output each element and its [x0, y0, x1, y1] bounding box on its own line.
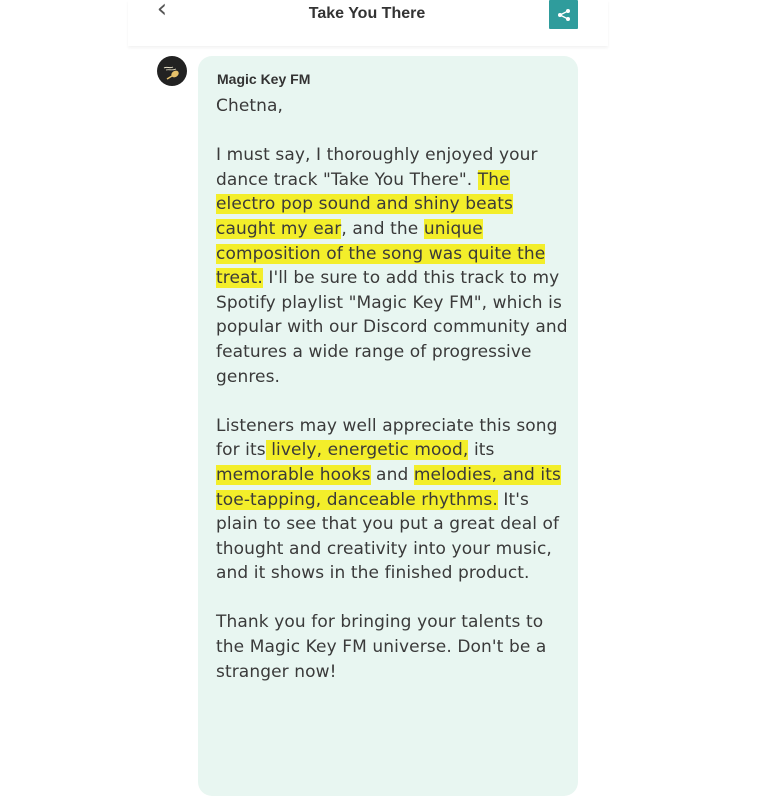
- greeting: Chetna,: [216, 96, 284, 116]
- highlighted-text: The electro pop sound and shiny beats caught my ear: [216, 169, 513, 239]
- avatar[interactable]: [157, 56, 187, 86]
- highlighted-text: melodies, and its toe-tapping, danceable rhythms.: [216, 464, 561, 510]
- text-span: and: [370, 464, 414, 485]
- text-span: I must say, I thoroughly enjoyed your dance track "Take You There".: [216, 145, 538, 190]
- sender-name: Magic Key FM: [217, 71, 311, 87]
- share-icon: [557, 8, 571, 22]
- paragraph-3: Thank you for bringing your talents to the Magic Key FM universe. Don't be a stranger now!: [216, 612, 547, 682]
- highlighted-text: unique composition of the song was quite the treat.: [216, 218, 546, 289]
- share-button[interactable]: [549, 0, 578, 29]
- text-span: Listeners may well appreciate this song for its: [216, 415, 558, 461]
- text-span: I'll be sure to add this track to my Spotify playlist "Magic Key FM", which is popular with our Discord community and features a wide range of progressive genres.: [216, 268, 568, 387]
- text-span: It's plain to see that you put a great deal of thought and creativity into your music, and it shows in the finished product.: [216, 489, 560, 584]
- highlighted-text: memorable hooks: [216, 464, 371, 485]
- guitar-logo-icon: [161, 60, 183, 82]
- paragraph-1: [216, 143, 568, 389]
- back-button[interactable]: [150, 0, 174, 24]
- chevron-left-icon: ‹: [156, 0, 168, 24]
- message-body: [216, 94, 568, 709]
- highlighted-text: lively, energetic mood,: [265, 440, 469, 461]
- text-span: its: [468, 440, 495, 461]
- page-title: Take You There: [308, 5, 426, 22]
- text-span: , and the: [341, 218, 424, 239]
- paragraph-2: [216, 414, 568, 586]
